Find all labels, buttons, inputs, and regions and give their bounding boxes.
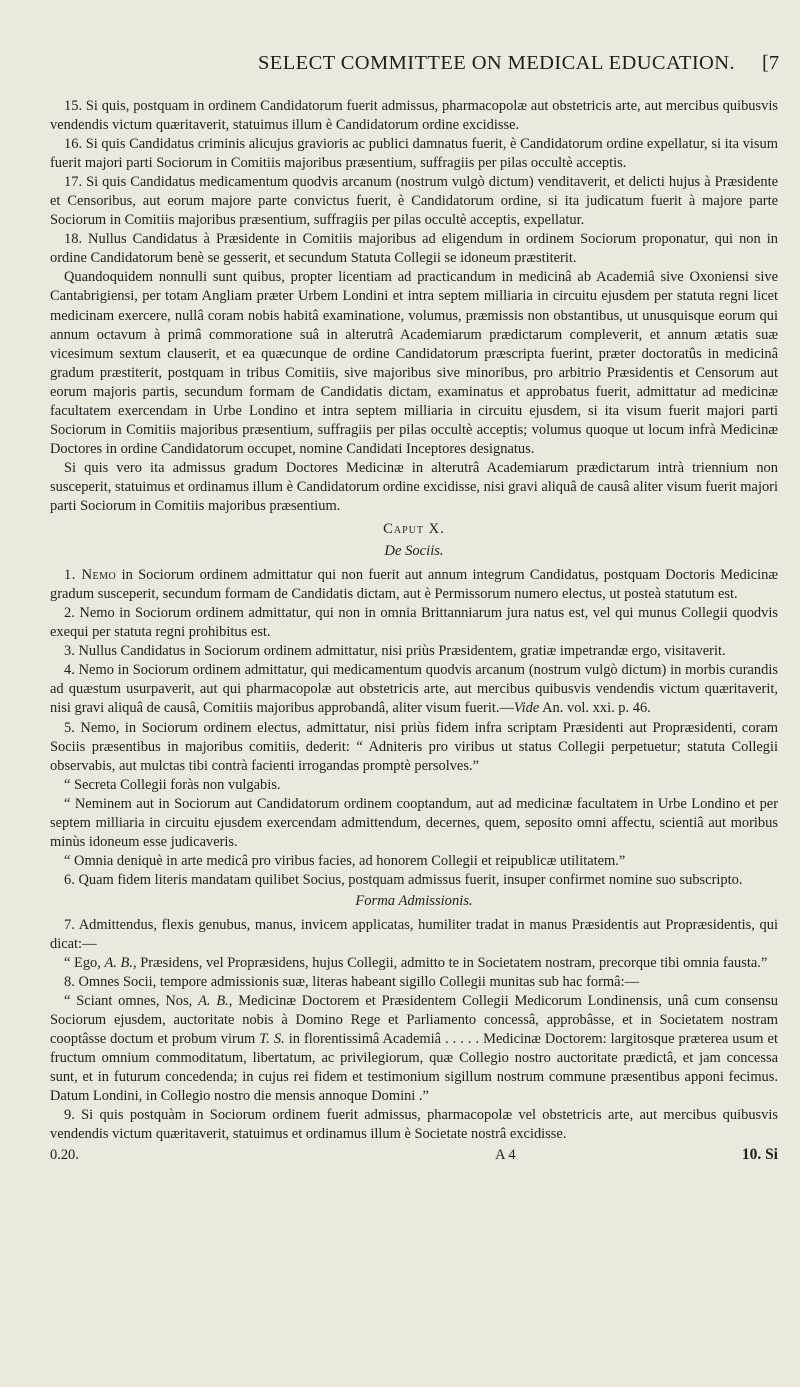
section-18: 18. Nullus Candidatus à Præsidente in Comitiis majoribus ad eligendum in ordinem Sociorum proponatur, qui non in ordine Candidatorum benè se gesserit, et secundum Statuta Collegii se idoneum præstiterit.: [50, 231, 778, 267]
chapter-heading: Caput X.: [383, 521, 445, 538]
socii-section-8: 8. Omnes Socii, tempore admissionis suæ, literas habeant sigillo Collegii munitas sub hac formâ:—: [64, 974, 640, 991]
forma-heading: Forma Admissionis.: [355, 892, 473, 909]
footer-reference: 0.20.: [50, 1146, 79, 1163]
page-body: [50, 97, 778, 1165]
socii-section-5: 5. Nemo, in Sociorum ordinem electus, admittatur, nisi priùs fidem infra scriptam Præsidenti aut Propræsidenti, coram Sociis præsentibus in majoribus comitiis, dederit: “ Adniteris pro viribus ut status Collegii perpetuetur; statuta Collegii observabis, aut mulctas tibi contrà facienti irrogandas promptè persolves.”: [50, 719, 778, 774]
oath-neminem: “ Neminem aut in Sociorum aut Candidatorum ordinem cooptandum, aut ad medicinæ facultatem in Urbe Londino et per septem milliaria in circuitu ejusdem exercendam admittendum, decernes, quem, seposito omni affectu, scientiâ aut moribus minùs idoneum esse judicaveris.: [50, 795, 778, 850]
paragraph-si-quis-vero: Si quis vero ita admissus gradum Doctores Medicinæ in alterutrâ Academiarum prædictarum intrà triennium non susceperit, statuimus et ordinamus illum è Candidatorum ordine excidisse, nisi gravi aliquâ de causâ aliter visum fuerit majori parti Sociorum in Comitiis majoribus præsentium.: [50, 459, 778, 514]
admission-formula: [50, 954, 778, 973]
page-footer: [50, 1145, 778, 1165]
running-head: [0, 52, 800, 80]
signature-mark: A 4: [495, 1146, 516, 1163]
socii-section-4: [50, 661, 778, 718]
reference-citation: An. vol. xxi. p. 46.: [539, 700, 651, 717]
socii-section-6: 6. Quam fidem literis mandatam quilibet Socius, postquam admissus fuerit, insuper confirmet nomine suo subscripto.: [64, 871, 743, 888]
formula-open: “ Ego,: [64, 955, 105, 972]
socii-section-2: 2. Nemo in Sociorum ordinem admittatur, qui non in omnia Brittanniarum jura natus est, vel qui munus Collegii quodvis exequi per statuta regni prohibitus est.: [50, 605, 778, 641]
socii-section-1: [50, 566, 778, 604]
socii-section-3: 3. Nullus Candidatus in Sociorum ordinem admittatur, nisi priùs Præsidentem, gratiæ impetrandæ ergo, visitaverit.: [64, 643, 726, 660]
socii-section-9: 9. Si quis postquàm in Sociorum ordinem fuerit admissus, pharmacopolæ vel obstetricis arte, aut mercibus quibusvis vendendis victum quæritaverit, statuimus et ordinamus illum è Societate nostrâ excidisse.: [50, 1107, 778, 1143]
paragraph-quandoquidem: Quandoquidem nonnulli sunt quibus, propter licentiam ad practicandum in medicinâ ab Academiâ sive Oxoniensi sive Cantabrigiensi, per totam Angliam præter Urbem Londini et intra septem milliaria in circuitu ejusdem per statuta regni licet medicinam exercere, nullâ coram nobis habitâ examinatione, volumus, præmissis non obstantibus, ut unusquisque eorum qui annum octavum à primâ commoratione suâ in alterutrâ Academiarum prædictarum compleverit, et annum ætatis suæ vicesimum sextum clauserit, et ea quæcunque de ordine Candidatorum præscripta fuerint, præter doctoratûs in medicinâ gradum præstiterit, postquam in tribus Comitiis, sive majoribus sive minoribus, pro arbitrio Præsidentis et Censorum aut eorum majoris partis, secundum formam de Candidatis dictam, examinatus et approbatus fuerit, admittatur ad medicinæ facultatem exercendam in Urbe Londino et intra septem milliaria in circuitu ejusdem, si ita visum fuerit majori parti Sociorum in Comitiis majoribus præsentium, suffragiis per pilas occultè acceptis; volumus quoque ut locum infrà Medicinæ Doctores in ordine Candidatorum occupet, nomine Candidati Inceptores designatus.: [50, 269, 778, 457]
section-lead: 1. Nemo: [64, 567, 117, 584]
chapter-subheading: De Sociis.: [384, 543, 444, 560]
section-16: 16. Si quis Candidatus criminis alicujus gravioris ac publici damnatus fuerit, è Candidatorum ordine expellatur, si ita visum fuerit majori parti Sociorum in Comitiis majoribus præsentium, suffragiis per pilas occultè acceptis.: [50, 136, 778, 172]
running-title: SELECT COMMITTEE ON MEDICAL EDUCATION.: [258, 52, 735, 74]
formula-name: A. B.: [104, 955, 133, 972]
section-text: in Sociorum ordinem admittatur qui non fuerit aut annum integrum Candidatus, postquam Doctoris Medicinæ gradum susceperit, secundum formam de Candidatis dictam, aut è Permissorum numero electus, ut posteà statutum est.: [50, 567, 778, 603]
section-text: 4. Nemo in Sociorum ordinem admittatur, qui medicamentum quodvis arcanum (nostrum vulgò dictum) in morbis curandis ad quæstum usurpaverit, aut qui pharmacopolæ aut obstetricis arte, aut mercibus quibusvis vendendis victum quæritaverit, nisi gravi aliquâ de causâ, Comitiis majoribus approbandâ, aliter visum fuerit.—: [50, 662, 778, 717]
section-15: 15. Si quis, postquam in ordinem Candidatorum fuerit admissus, pharmacopolæ aut obstetricis arte, aut mercibus quibusvis vendendis victum quæritaverit, statuimus illum è Candidatorum ordine excidisse.: [50, 98, 778, 134]
oath-omnia: “ Omnia deniquè in arte medicâ pro viribus facies, ad honorem Collegii et reipublicæ utilitatem.”: [64, 852, 626, 869]
page-number: [7: [762, 52, 780, 74]
oath-secreta: “ Secreta Collegii foràs non vulgabis.: [64, 776, 281, 793]
letters-text: , Medicinæ Doctorem et Præsidentem Collegii Medicorum Londinensis, unâ cum consensu Sociorum ejusdem, auctoritate nobis à Domino Rege et Parliamento concessâ, approbâsse, et in Societatem nostram cooptâsse doctum et probum virum: [50, 993, 779, 1048]
letters-open: “ Sciant omnes, Nos,: [64, 993, 199, 1010]
letters-text-continued: in florentissimâ Academiâ . . . . . Medicinæ Doctorem: largitosque præterea usum et fructum omnium commoditatum, libertatum, ac privilegiorum, quæ Collegio nostro auctoritate prædictâ, et jam concessa sunt, et in futurum concedenda; in cujus rei fidem et testimonium sigillum nostrum commune præsentibus apponi fecimus. Datum Londini, in Collegio nostro die mensis annoque Domini .”: [50, 1031, 778, 1105]
socii-section-7: 7. Admittendus, flexis genubus, manus, invicem applicatas, humiliter tradat in manus Præsidentis aut Propræsidentis, qui dicat:—: [50, 916, 778, 953]
formula-text: , Præsidens, vel Propræsidens, hujus Collegii, admitto te in Societatem nostram, precorque tibi omnia fausta.”: [132, 955, 768, 972]
section-17: 17. Si quis Candidatus medicamentum quodvis arcanum (nostrum vulgò dictum) venditaverit, et delicti hujus à Præsidente et Censoribus, aut eorum majore parte convictus fuerit, è Candidatorum ordine, si ita judicatum fuerit à majore parte Sociorum in Comitiis majoribus præsentium, suffragiis per pilas occultè acceptis, expellatur.: [50, 174, 778, 229]
letters-president-name: A. B.: [198, 993, 229, 1010]
vide-reference: Vide: [513, 700, 540, 717]
letters-fellow-name: T. S.: [259, 1031, 285, 1048]
catchword: 10. Si: [741, 1145, 778, 1163]
letters-formula: [50, 992, 778, 1106]
